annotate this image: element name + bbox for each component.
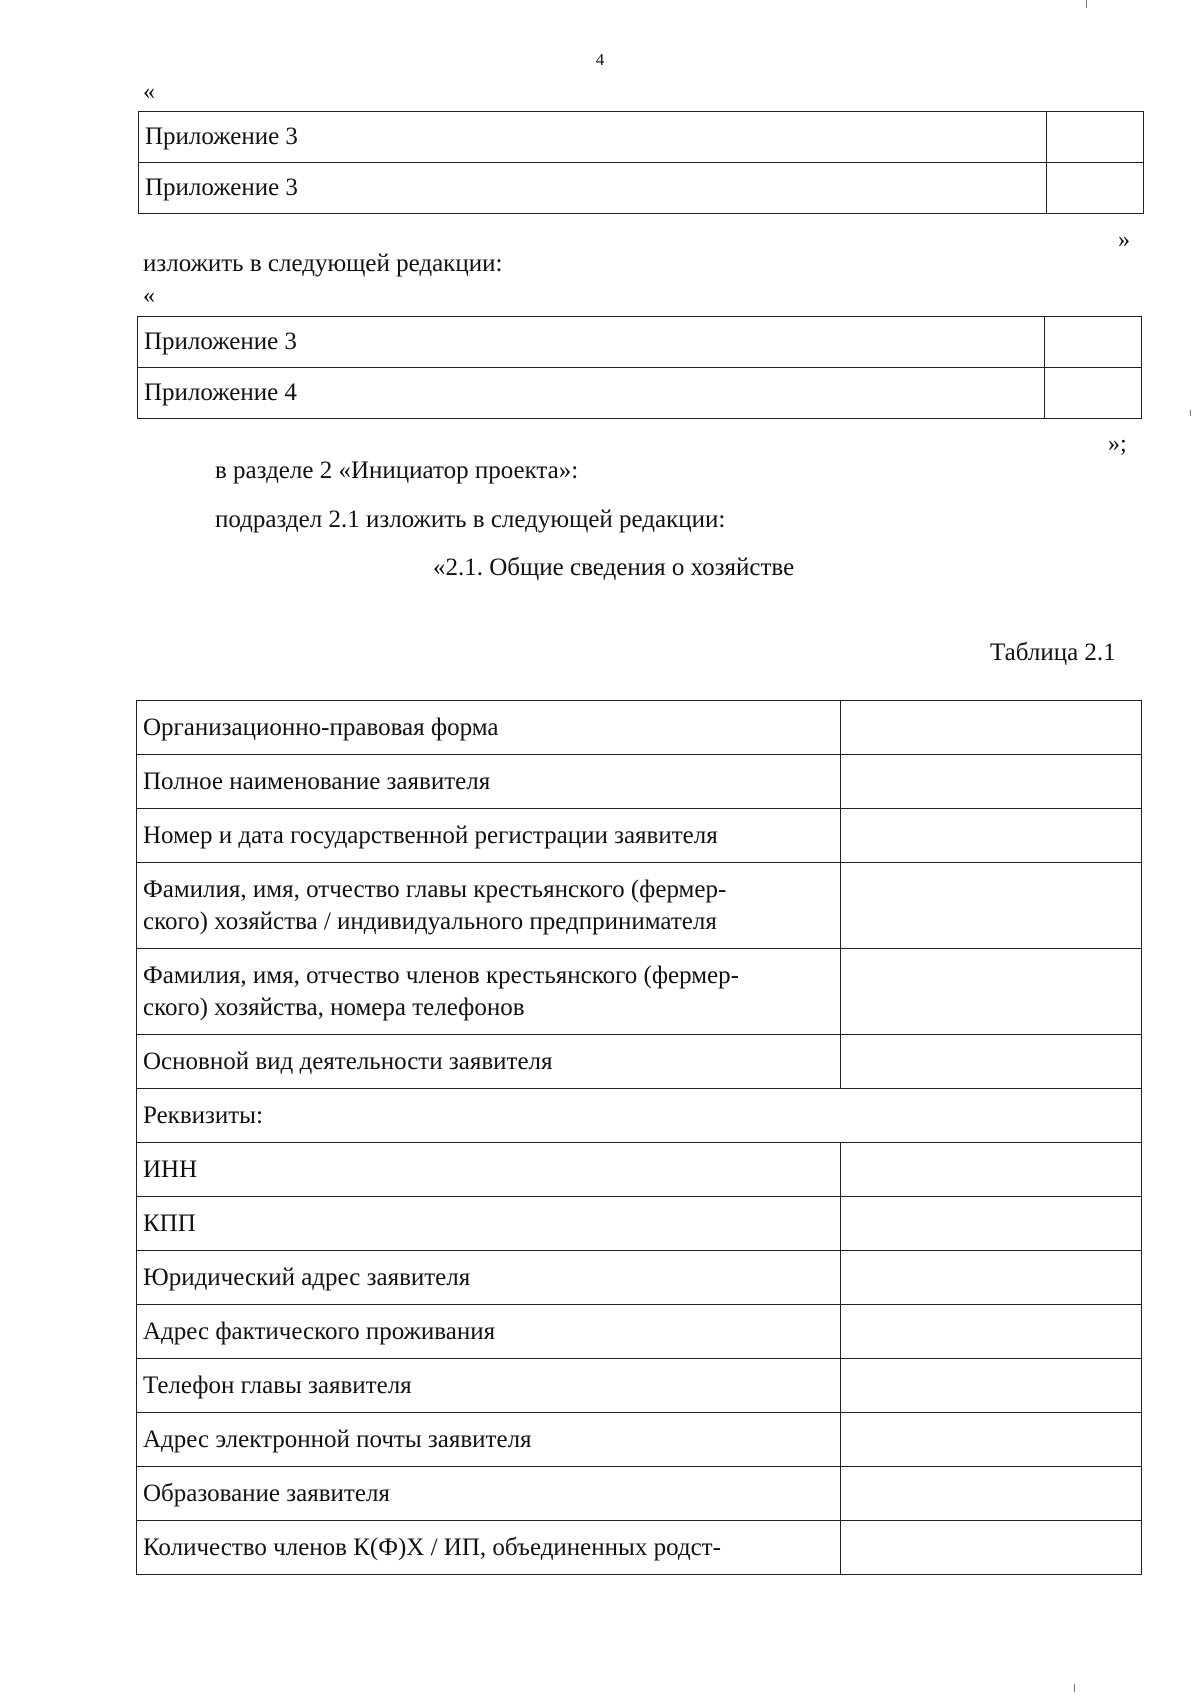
scan-mark <box>1190 410 1191 416</box>
table-row <box>139 163 1144 214</box>
row-label: ИНН <box>137 1143 841 1197</box>
row-label: Реквизиты: <box>137 1089 1142 1143</box>
row-value <box>841 1197 1142 1251</box>
row-label: Адрес электронной почты заявителя <box>137 1413 841 1467</box>
open-quote: « <box>143 283 155 309</box>
table-row <box>137 1413 1142 1467</box>
instruction-text: изложить в следующей редакции: <box>143 250 503 277</box>
close-quote: » <box>1118 227 1130 253</box>
row-value <box>841 1359 1142 1413</box>
row-label-line: Фамилия, имя, отчество главы крестьянского (фермер- <box>143 875 727 903</box>
table-row <box>137 701 1142 755</box>
table-row <box>137 949 1142 1035</box>
row-value <box>841 1521 1142 1575</box>
table-row <box>137 1035 1142 1089</box>
row-label: Приложение 3 <box>139 163 1047 214</box>
row-label <box>137 863 841 949</box>
table-row <box>139 112 1144 163</box>
table-row <box>138 317 1142 368</box>
row-value <box>1045 317 1142 368</box>
section-intro: в разделе 2 «Инициатор проекта»: <box>215 457 579 484</box>
row-value <box>841 1251 1142 1305</box>
scan-mark <box>1086 0 1087 8</box>
scan-mark <box>1074 1684 1075 1692</box>
row-value <box>841 1413 1142 1467</box>
row-value <box>841 701 1142 755</box>
table-row <box>138 368 1142 419</box>
row-label: Организационно-правовая форма <box>137 701 841 755</box>
row-label: Основной вид деятельности заявителя <box>137 1035 841 1089</box>
table-row-requisites <box>137 1089 1142 1143</box>
row-value <box>1045 368 1142 419</box>
row-value <box>841 1143 1142 1197</box>
row-value <box>841 1305 1142 1359</box>
row-label: Количество членов К(Ф)Х / ИП, объединенных родст- <box>137 1521 841 1575</box>
row-label: КПП <box>137 1197 841 1251</box>
table-row <box>137 1197 1142 1251</box>
row-value <box>1047 112 1144 163</box>
row-value <box>841 755 1142 809</box>
row-label: Образование заявителя <box>137 1467 841 1521</box>
row-value <box>841 949 1142 1035</box>
table-new-version <box>137 316 1142 419</box>
close-quote-semicolon: »; <box>1108 431 1127 457</box>
table-row <box>137 863 1142 949</box>
table-row <box>137 755 1142 809</box>
table-2-1 <box>136 700 1142 1575</box>
open-quote: « <box>143 79 155 105</box>
row-label-line: ского) хозяйства / индивидуального предпринимателя <box>143 907 717 935</box>
subsection-intro: подраздел 2.1 изложить в следующей редакции: <box>215 506 726 533</box>
section-heading: «2.1. Общие сведения о хозяйстве <box>433 554 795 581</box>
row-value <box>1047 163 1144 214</box>
row-label: Приложение 3 <box>139 112 1047 163</box>
row-value <box>841 1035 1142 1089</box>
row-value <box>841 1467 1142 1521</box>
table-row <box>137 1251 1142 1305</box>
row-label: Адрес фактического проживания <box>137 1305 841 1359</box>
table-old-version <box>138 111 1144 214</box>
table-caption: Таблица 2.1 <box>990 639 1116 666</box>
table-row <box>137 1143 1142 1197</box>
table-row <box>137 1305 1142 1359</box>
row-label-line: ского) хозяйства, номера телефонов <box>143 993 525 1021</box>
table-row <box>137 809 1142 863</box>
page-number: 4 <box>595 50 605 69</box>
row-label: Приложение 4 <box>138 368 1045 419</box>
row-label: Телефон главы заявителя <box>137 1359 841 1413</box>
row-value <box>841 809 1142 863</box>
row-label: Номер и дата государственной регистрации заявителя <box>137 809 841 863</box>
table-row <box>137 1359 1142 1413</box>
row-label: Юридический адрес заявителя <box>137 1251 841 1305</box>
row-label: Полное наименование заявителя <box>137 755 841 809</box>
table-row <box>137 1521 1142 1575</box>
table-row <box>137 1467 1142 1521</box>
row-label <box>137 949 841 1035</box>
row-label: Приложение 3 <box>138 317 1045 368</box>
row-label-line: Фамилия, имя, отчество членов крестьянского (фермер- <box>143 961 739 989</box>
row-value <box>841 863 1142 949</box>
